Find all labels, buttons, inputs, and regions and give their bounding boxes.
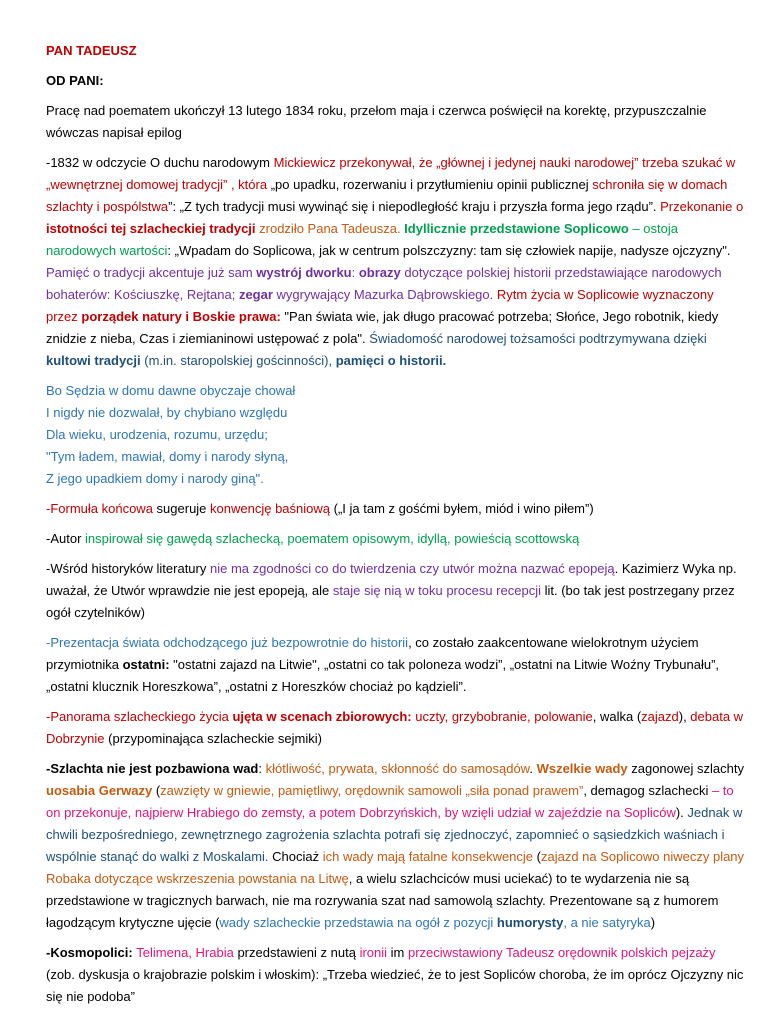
text-run: Mickiewicz przekonywał, że „głównej i jedynej nauki narodowej” trzeba szukać w „wewnętrznej domowej tradycji” , która (46, 155, 736, 192)
text-run: – to on przekonuje, najpierw Hrabiego do zemsty, a potem Dobrzyńskich, by wzięli udział w zajeździe na Sopliców (46, 783, 734, 820)
text-run: dotyczące polskiej historii przedstawiające narodowych bohaterów: Kościuszkę, Rejtana; (46, 265, 722, 302)
text-run: (m.in. staropolskiej gościnności), (140, 353, 336, 368)
text-run: wady szlacheckie przedstawia na ogół z pozycji (219, 915, 497, 930)
text-run: uosabia Gerwazy (46, 783, 153, 798)
poem-line: "Tym ładem, mawiał, domy i narody słyną, (46, 449, 289, 464)
text-run: istotności tej szlacheckiej tradycji (46, 221, 256, 236)
document-page (46, 40, 746, 1016)
text-run: : „Wpadam do Soplicowa, jak w centrum polszczyzny: tam się człowiek napije, nadysze ojczyzny". (167, 243, 731, 258)
text-run: inspirował się gawędą szlachecką, poematem opisowym, idyllą, powieścią scottowską (85, 531, 580, 546)
text-run: Prezentacja świata odchodzącego już bezpowrotnie do historii (50, 635, 409, 650)
text-run: („I ja tam z gośćmi byłem, miód i wino piłem”) (330, 501, 594, 516)
text-run: humorysty (496, 915, 564, 930)
text-run: Idyllicznie przedstawione Soplicowo (404, 221, 629, 236)
text-run: , walka ( (592, 709, 642, 724)
text-run: zagonowej szlachty (627, 761, 744, 776)
text-run: nie ma zgodności co do twierdzenia czy utwór można nazwać epopeją (209, 561, 615, 576)
text-run: „po upadku, rozerwaniu i przytłumieniu opinii publicznej (270, 177, 593, 192)
text-run: ostatni: (122, 657, 170, 672)
text-run: -Formuła końcowa (46, 501, 153, 516)
text-run: ), (678, 709, 691, 724)
text-run: ( (152, 783, 161, 798)
paragraph-presentation (46, 632, 746, 698)
text-run: -Wśród historyków literatury (46, 561, 210, 576)
text-run: , demagog szlachecki (583, 783, 712, 798)
text-run: Pamięć o tradycji akcentuje już sam (46, 265, 257, 280)
text-run: ( (533, 849, 541, 864)
text-run: "ostatni zajazd na Litwie", „ostatni co tak poloneza wodzi”, „ostatni na Litwie Woźny Trybunału”, „ostatni klucznik Horeszkowa”, „ostatni z Horeszków chociaż po kądzieli”. (46, 657, 720, 694)
poem-quote (46, 380, 746, 490)
text-run: lit. (bo tak jest postrzegany przez ogół czytelników) (46, 583, 735, 620)
text-run: porządek natury i Boskie prawa: (81, 309, 281, 324)
text-run: zajazd (641, 709, 679, 724)
poem-line: Dla wieku, urodzenia, rozumu, urzędu; (46, 427, 268, 442)
text-run: debata w Dobrzynie (46, 709, 744, 746)
text-run: Świadomość narodowej tożsamości podtrzymywana dzięki (369, 331, 707, 346)
text-run: ironii (359, 945, 388, 960)
text-run: , a wielu szlachciców musi uciekać) to te wydarzenia nie są przedstawione w tragicznych barwach, nie ma rozrywania szat nad samowolą szlachty. Prezentowane są z humorem łagodzącym krytyczne ujęcie ( (46, 871, 719, 930)
text-run: kłótliwość, prywata, skłonność do samosądów (265, 761, 530, 776)
text-run: Chociaż (268, 849, 323, 864)
text-run: - (46, 635, 51, 650)
paragraph-historians (46, 558, 746, 624)
text-run: przeciwstawiony Tadeusz orędownik polskich pejzaży (407, 945, 716, 960)
text-run: im (387, 945, 408, 960)
text-run: obrazy (358, 265, 401, 280)
text-run: pamięci o historii. (335, 353, 447, 368)
text-run: staje się nią w toku procesu recepcji (332, 583, 541, 598)
text-run: "Pan świata wie, jak długo pracować potrzeba; Słońce, Jego robotnik, kiedy znidzie z nieba, Czas i ziemianinowi ustępować z pola". (46, 309, 719, 346)
text-run: zegar (238, 287, 273, 302)
text-run: , a nie satyryka (563, 915, 651, 930)
text-run: Telimena, Hrabia (136, 945, 234, 960)
text-run: wystrój dworku (256, 265, 352, 280)
document-title: PAN TADEUSZ (46, 43, 137, 58)
text-run: Wszelkie wady (536, 761, 628, 776)
text-run: -1832 w odczycie O duchu narodowym (46, 155, 274, 170)
text-run: -Panorama szlacheckiego życia (46, 709, 229, 724)
paragraph-flaws (46, 758, 746, 934)
poem-line: Z jego upadkiem domy i narody giną". (46, 471, 264, 486)
text-run: , co zostało zaakcentowane wielokrotnym użyciem przymiotnika (46, 635, 699, 672)
text-run: : (258, 761, 266, 776)
text-run: -Autor (46, 531, 86, 546)
text-run: sugeruje (152, 501, 211, 516)
text-run: -Szlachta nie jest pozbawiona wad (46, 761, 259, 776)
text-run: – ostoja narodowych wartości (46, 221, 678, 258)
text-run: . (529, 761, 537, 776)
section-heading: OD PANI: (46, 73, 104, 88)
text-run: zawzięty w gniewie, pamiętliwy, orędownik samowoli „siła ponad prawem” (160, 783, 584, 798)
text-run: zajazd na Soplicowo niweczy plany Robaka dotyczące wskrzeszenia powstania na Litwę (46, 849, 745, 886)
text-run: Jednak w chwili bezpośredniego, zewnętrznego zagrożenia szlachta potrafi się zjednoczyć, zapomnieć o sąsiedzkich waśniach i wspólnie stanąć do walki z Moskalami. (46, 805, 743, 864)
text-run: Przekonanie o (660, 199, 744, 214)
text-run: . Kazimierz Wyka np. uważał, że Utwór wprawdzie nie jest epopeją, ale (46, 561, 737, 598)
text-run: ”: „Z tych tradycji musi wywinąć się i niepodległość kraju i przyszła forma jego rządu”. (168, 199, 661, 214)
paragraph-formula (46, 498, 746, 520)
text-run: kultowi tradycji (46, 353, 141, 368)
text-run: zrodziło Pana Tadeusza. (255, 221, 405, 236)
text-run: ich wady mają fatalne konsekwencje (322, 849, 534, 864)
text-run: Rytm życia w Soplicowie wyznaczony przez (46, 287, 714, 324)
paragraph-1832 (46, 152, 746, 372)
text-run: (zob. dyskusja o krajobrazie polskim i włoskim): „Trzeba wiedzieć, że to jest Sopliców choroba, że im oprócz Ojczyzny nic się nie podoba” (46, 967, 744, 1004)
text-run: (przypominająca szlacheckie sejmiki) (104, 731, 322, 746)
poem-line: Bo Sędzia w domu dawne obyczaje chował (46, 383, 296, 398)
poem-line: I nigdy nie dozwalał, by chybiano względu (46, 405, 288, 420)
intro-paragraph: Pracę nad poematem ukończył 13 lutego 1834 roku, przełom maja i czerwca poświęcił na korektę, przypuszczalnie wówczas napisał epilog (46, 103, 707, 140)
text-run: uczty, grzybobranie, polowanie (415, 709, 593, 724)
text-run: przedstawieni z nutą (233, 945, 360, 960)
text-run: konwencję baśniową (210, 501, 330, 516)
text-run: -Kosmopolici: (46, 945, 137, 960)
paragraph-panorama (46, 706, 746, 750)
text-run: ujęta w scenach zbiorowych: (232, 709, 412, 724)
text-run: ) (650, 915, 656, 930)
text-run: wygrywający Mazurka Dąbrowskiego. (272, 287, 497, 302)
text-run: schroniła się w domach szlachty i pospólstwa (46, 177, 728, 214)
paragraph-author (46, 528, 746, 550)
paragraph-cosmopolitans (46, 942, 746, 1008)
text-run: : (351, 265, 359, 280)
text-run: ). (675, 805, 688, 820)
